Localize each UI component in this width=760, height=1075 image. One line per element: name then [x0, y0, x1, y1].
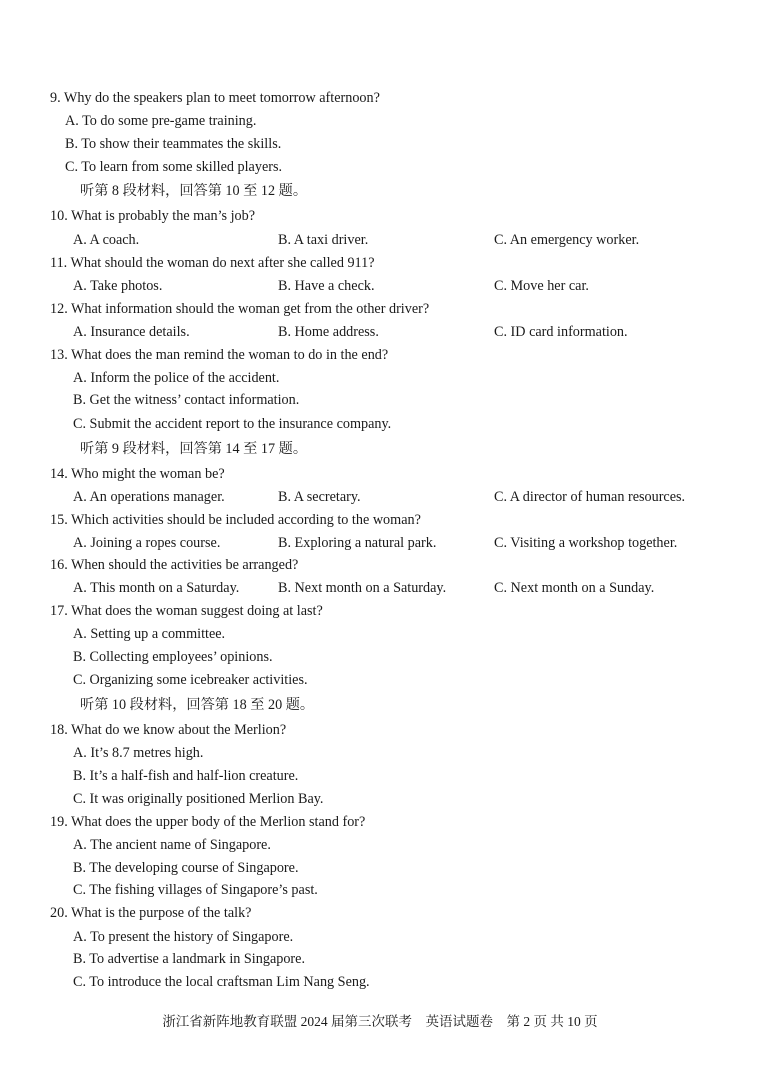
q12-option-b: B. Home address. — [278, 324, 379, 340]
q17-option-b: B. Collecting employees’ opinions. — [73, 649, 273, 665]
q11-option-a: A. Take photos. — [73, 278, 163, 294]
q14-option-c: C. A director of human resources. — [494, 489, 686, 505]
q15-option-a: A. Joining a ropes course. — [73, 535, 221, 551]
q9-option-b: B. To show their teammates the skills. — [65, 136, 282, 152]
question-13: 13. What does the man remind the woman to do in the end? — [50, 347, 389, 363]
question-12: 12. What information should the woman get from the other driver? — [50, 301, 430, 317]
section-10-instruction: 听第 10 段材料，回答第 18 至 20 题。 — [80, 697, 315, 713]
q13-option-b: B. Get the witness’ contact information. — [73, 392, 300, 408]
q20-option-b: B. To advertise a landmark in Singapore. — [73, 951, 305, 967]
question-20: 20. What is the purpose of the talk? — [50, 905, 252, 921]
q9-option-c: C. To learn from some skilled players. — [65, 159, 283, 175]
page-footer: 浙江省新阵地教育联盟 2024 届第三次联考 英语试题卷 第 2 页 共 10 页 — [162, 1014, 598, 1029]
q16-option-c: C. Next month on a Sunday. — [494, 580, 655, 596]
q19-option-b: B. The developing course of Singapore. — [73, 860, 299, 876]
question-18: 18. What do we know about the Merlion? — [50, 722, 287, 738]
q16-option-b: B. Next month on a Saturday. — [278, 580, 447, 596]
q17-option-c: C. Organizing some icebreaker activities. — [73, 672, 308, 688]
q18-option-c: C. It was originally positioned Merlion Bay. — [73, 791, 324, 807]
q15-option-c: C. Visiting a workshop together. — [494, 535, 678, 551]
question-14: 14. Who might the woman be? — [50, 466, 225, 482]
question-9: 9. Why do the speakers plan to meet tomorrow afternoon? — [50, 90, 380, 106]
q10-option-a: A. A coach. — [73, 232, 140, 248]
question-16: 16. When should the activities be arranged? — [50, 557, 299, 573]
q13-option-c: C. Submit the accident report to the insurance company. — [73, 416, 392, 432]
q11-option-c: C. Move her car. — [494, 278, 589, 294]
question-15: 15. Which activities should be included according to the woman? — [50, 512, 421, 528]
q9-option-a: A. To do some pre-game training. — [65, 113, 257, 129]
q14-option-b: B. A secretary. — [278, 489, 361, 505]
question-19: 19. What does the upper body of the Merlion stand for? — [50, 814, 366, 830]
section-8-instruction: 听第 8 段材料，回答第 10 至 12 题。 — [80, 183, 308, 199]
q17-option-a: A. Setting up a committee. — [73, 626, 226, 642]
section-9-instruction: 听第 9 段材料，回答第 14 至 17 题。 — [80, 441, 308, 457]
question-10: 10. What is probably the man’s job? — [50, 208, 256, 224]
q20-option-c: C. To introduce the local craftsman Lim Nang Seng. — [73, 974, 370, 990]
q20-option-a: A. To present the history of Singapore. — [73, 929, 294, 945]
q15-option-b: B. Exploring a natural park. — [278, 535, 437, 551]
q10-option-b: B. A taxi driver. — [278, 232, 369, 248]
q19-option-a: A. The ancient name of Singapore. — [73, 837, 271, 853]
question-11: 11. What should the woman do next after she called 911? — [50, 255, 375, 271]
q16-option-a: A. This month on a Saturday. — [73, 580, 240, 596]
q14-option-a: A. An operations manager. — [73, 489, 225, 505]
q11-option-b: B. Have a check. — [278, 278, 375, 294]
q10-option-c: C. An emergency worker. — [494, 232, 640, 248]
q18-option-b: B. It’s a half-fish and half-lion creature. — [73, 768, 299, 784]
question-17: 17. What does the woman suggest doing at last? — [50, 603, 323, 619]
q13-option-a: A. Inform the police of the accident. — [73, 370, 280, 386]
q12-option-a: A. Insurance details. — [73, 324, 190, 340]
q12-option-c: C. ID card information. — [494, 324, 628, 340]
q19-option-c: C. The fishing villages of Singapore’s past. — [73, 882, 318, 898]
q18-option-a: A. It’s 8.7 metres high. — [73, 745, 204, 761]
